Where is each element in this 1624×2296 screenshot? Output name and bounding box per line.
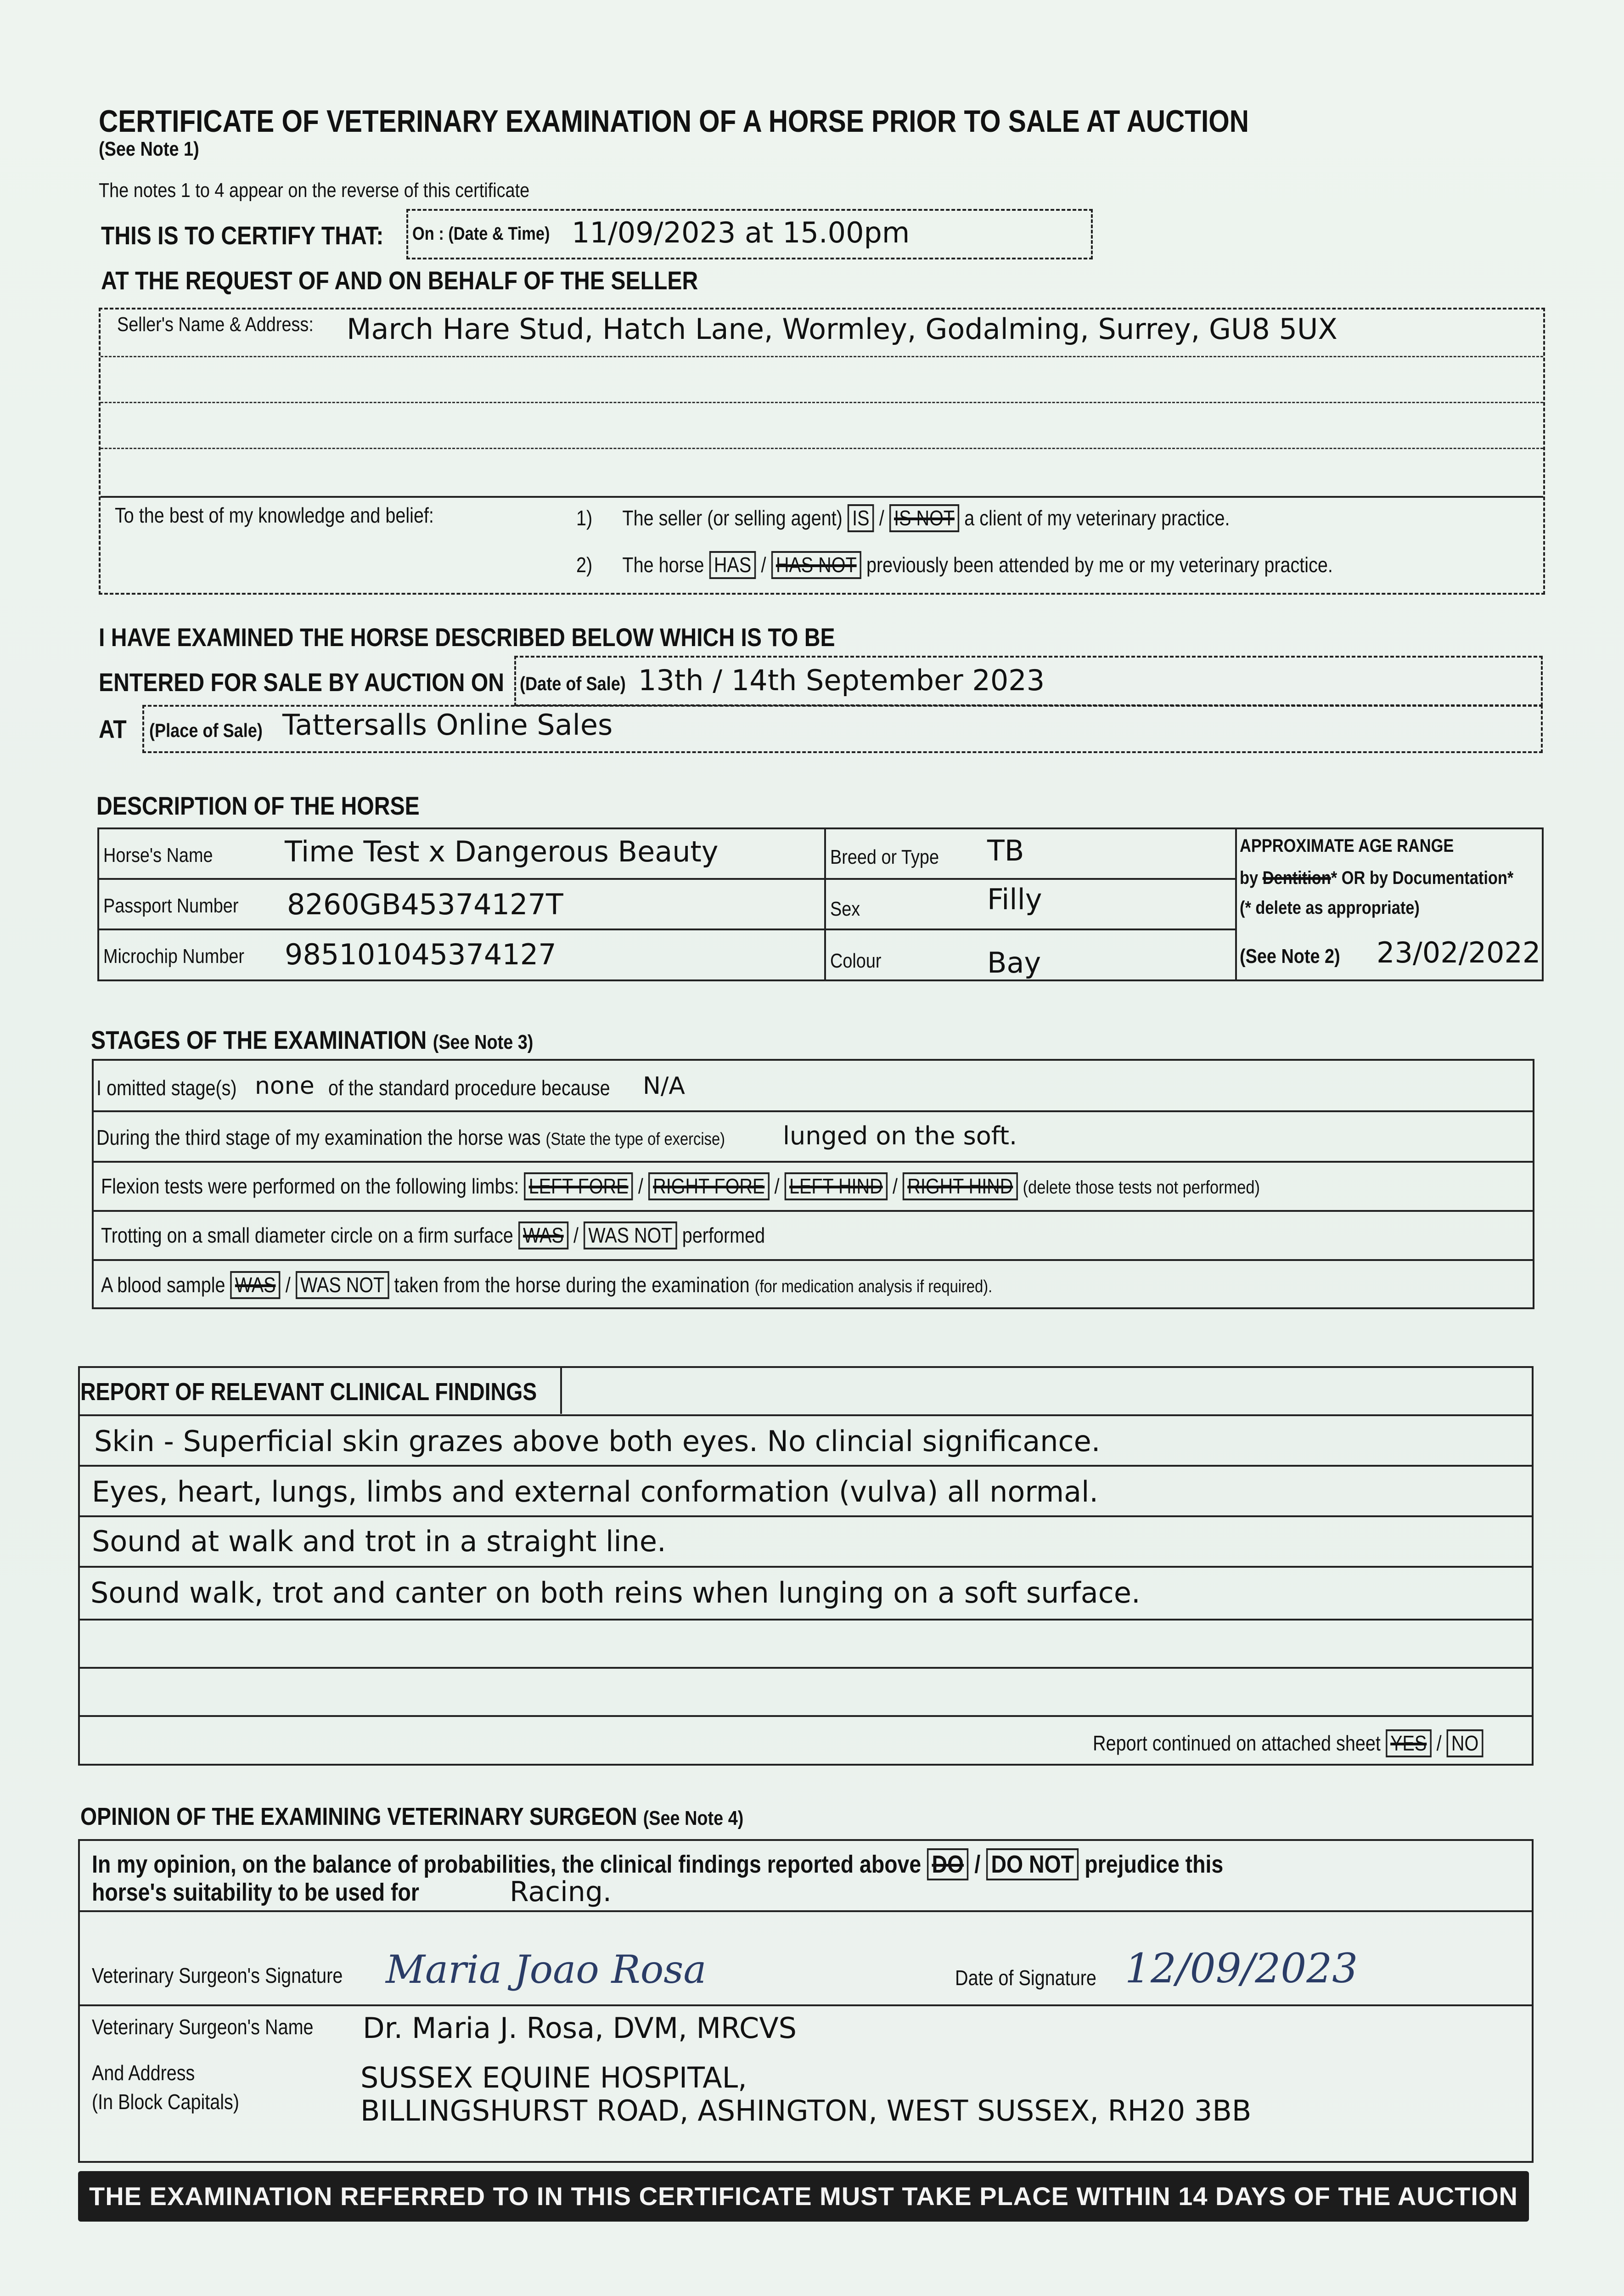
horse-name-label: Horse's Name — [103, 844, 213, 867]
place-of-sale-label: (Place of Sale) — [149, 720, 263, 741]
opinion-do: DO — [927, 1848, 968, 1880]
age-value: 23/02/2022 — [1377, 936, 1541, 969]
notes-info: The notes 1 to 4 appear on the reverse of this certificate — [99, 179, 530, 202]
horse-name-value: Time Test x Dangerous Beauty — [285, 835, 719, 868]
report-continued-no: NO — [1447, 1729, 1484, 1757]
omitted-label: I omitted stage(s) — [96, 1076, 237, 1100]
certify-label: THIS IS TO CERTIFY THAT: — [101, 221, 384, 250]
breed-value: TB — [987, 834, 1024, 867]
date-of-sale-label: (Date of Sale) — [520, 673, 626, 694]
stages-header: STAGES OF THE EXAMINATION (See Note 3) — [91, 1025, 534, 1054]
blood-was: WAS — [230, 1271, 281, 1299]
finding-1: Skin - Superficial skin grazes above both eyes. No clincial significance. — [94, 1424, 1101, 1458]
date-signature-value: 12/09/2023 — [1125, 1945, 1358, 1992]
seller-label: Seller's Name & Address: — [117, 313, 314, 336]
option-has-not: HAS NOT — [771, 551, 861, 579]
footer-notice-text: THE EXAMINATION REFERRED TO IN THIS CERTIFICATE MUST TAKE PLACE WITHIN 14 DAYS OF THE AUCTION — [89, 2182, 1518, 2211]
flexion-right-fore: RIGHT FORE — [648, 1172, 770, 1200]
knowledge-item-2: 2) The horse HAS / HAS NOT previously been attended by me or my veterinary practice. — [576, 551, 1333, 579]
report-continued-yes: YES — [1386, 1729, 1432, 1757]
breed-label: Breed or Type — [830, 846, 939, 868]
flexion-left-hind: LEFT HIND — [785, 1172, 888, 1200]
on-date-label: On : (Date & Time) — [412, 224, 550, 244]
request-label: AT THE REQUEST OF AND ON BEHALF OF THE SELLER — [101, 266, 698, 295]
place-of-sale-value: Tattersalls Online Sales — [282, 708, 613, 742]
blood-was-not: WAS NOT — [296, 1271, 389, 1299]
description-header: DESCRIPTION OF THE HORSE — [96, 791, 420, 820]
age-range-delete-note: (* delete as appropriate) — [1240, 898, 1420, 918]
age-note: (See Note 2) — [1240, 945, 1340, 968]
because-label: of the standard procedure because — [328, 1076, 610, 1100]
flexion-tests: Flexion tests were performed on the following limbs: LEFT FORE / RIGHT FORE / LEFT HIND / RIGHT HIND (delete those tests not performed) — [101, 1172, 1260, 1200]
microchip-value: 985101045374127 — [285, 938, 556, 971]
see-note-1: (See Note 1) — [99, 138, 199, 160]
vet-name-label: Veterinary Surgeon's Name — [92, 2015, 314, 2039]
age-range-method: by Dentition* OR by Documentation* — [1240, 868, 1514, 888]
signature-label: Veterinary Surgeon's Signature — [92, 1964, 343, 1987]
at-label: AT — [99, 715, 127, 743]
sex-value: Filly — [987, 883, 1042, 916]
date-of-sale-value: 13th / 14th September 2023 — [638, 664, 1045, 697]
examined-line: I HAVE EXAMINED THE HORSE DESCRIBED BELOW WHICH IS TO BE — [99, 623, 835, 652]
blood-sample: A blood sample WAS / WAS NOT taken from the horse during the examination (for medication analysis if required). — [101, 1271, 992, 1299]
address-line-2: BILLINGSHURST ROAD, ASHINGTON, WEST SUSSEX, RH20 3BB — [360, 2094, 1252, 2127]
opinion-suitability: horse's suitability to be used for — [92, 1879, 419, 1906]
entered-label: ENTERED FOR SALE BY AUCTION ON — [99, 668, 504, 697]
exam-date-value: 11/09/2023 at 15.00pm — [572, 216, 910, 249]
opinion-statement: In my opinion, on the balance of probabilities, the clinical findings reported above DO / DO NOT prejudice this — [92, 1848, 1223, 1880]
because-value: N/A — [643, 1072, 685, 1100]
trot-was: WAS — [518, 1221, 568, 1249]
opinion-header: OPINION OF THE EXAMINING VETERINARY SURGEON (See Note 4) — [80, 1803, 744, 1830]
finding-3: Sound at walk and trot in a straight line. — [92, 1525, 666, 1558]
passport-label: Passport Number — [103, 895, 239, 917]
knowledge-item-1: 1) The seller (or selling agent) IS / IS NOT a client of my veterinary practice. — [576, 504, 1230, 532]
certificate-title: CERTIFICATE OF VETERINARY EXAMINATION OF A HORSE PRIOR TO SALE AT AUCTION — [99, 104, 1249, 139]
flexion-left-fore: LEFT FORE — [524, 1172, 633, 1200]
colour-label: Colour — [830, 950, 882, 972]
address-label: And Address — [92, 2061, 195, 2085]
colour-value: Bay — [987, 946, 1041, 979]
opinion-use-value: Racing. — [510, 1876, 612, 1908]
knowledge-label: To the best of my knowledge and belief: — [115, 503, 434, 527]
address-line-1: SUSSEX EQUINE HOSPITAL, — [360, 2061, 747, 2094]
sex-label: Sex — [830, 898, 860, 920]
flexion-right-hind: RIGHT HIND — [903, 1172, 1018, 1200]
seller-value: March Hare Stud, Hatch Lane, Wormley, Godalming, Surrey, GU8 5UX — [347, 312, 1337, 346]
microchip-label: Microchip Number — [103, 945, 245, 968]
trot-was-not: WAS NOT — [584, 1221, 677, 1249]
option-has: HAS — [709, 551, 756, 579]
opinion-do-not: DO NOT — [986, 1848, 1079, 1880]
footer-notice-bar — [78, 2171, 1529, 2222]
vet-name-value: Dr. Maria J. Rosa, DVM, MRCVS — [363, 2011, 797, 2045]
third-stage-value: lunged on the soft. — [783, 1121, 1017, 1150]
address-label-block-capitals: (In Block Capitals) — [92, 2090, 239, 2114]
date-signature-label: Date of Signature — [955, 1966, 1096, 1990]
vet-signature: Maria Joao Rosa — [386, 1947, 707, 1992]
passport-value: 8260GB45374127T — [287, 888, 563, 921]
finding-2: Eyes, heart, lungs, limbs and external conformation (vulva) all normal. — [92, 1475, 1099, 1508]
third-stage-label: During the third stage of my examination the horse was (State the type of exercise) — [96, 1125, 725, 1149]
age-range-title: APPROXIMATE AGE RANGE — [1240, 836, 1454, 856]
omitted-value: none — [255, 1072, 315, 1100]
report-header: REPORT OF RELEVANT CLINICAL FINDINGS — [80, 1378, 537, 1406]
trotting-test: Trotting on a small diameter circle on a firm surface WAS / WAS NOT performed — [101, 1221, 765, 1249]
option-is: IS — [848, 504, 874, 532]
finding-4: Sound walk, trot and canter on both reins when lunging on a soft surface. — [90, 1576, 1141, 1609]
report-continued: Report continued on attached sheet YES / NO — [1093, 1729, 1484, 1757]
option-is-not: IS NOT — [889, 504, 960, 532]
